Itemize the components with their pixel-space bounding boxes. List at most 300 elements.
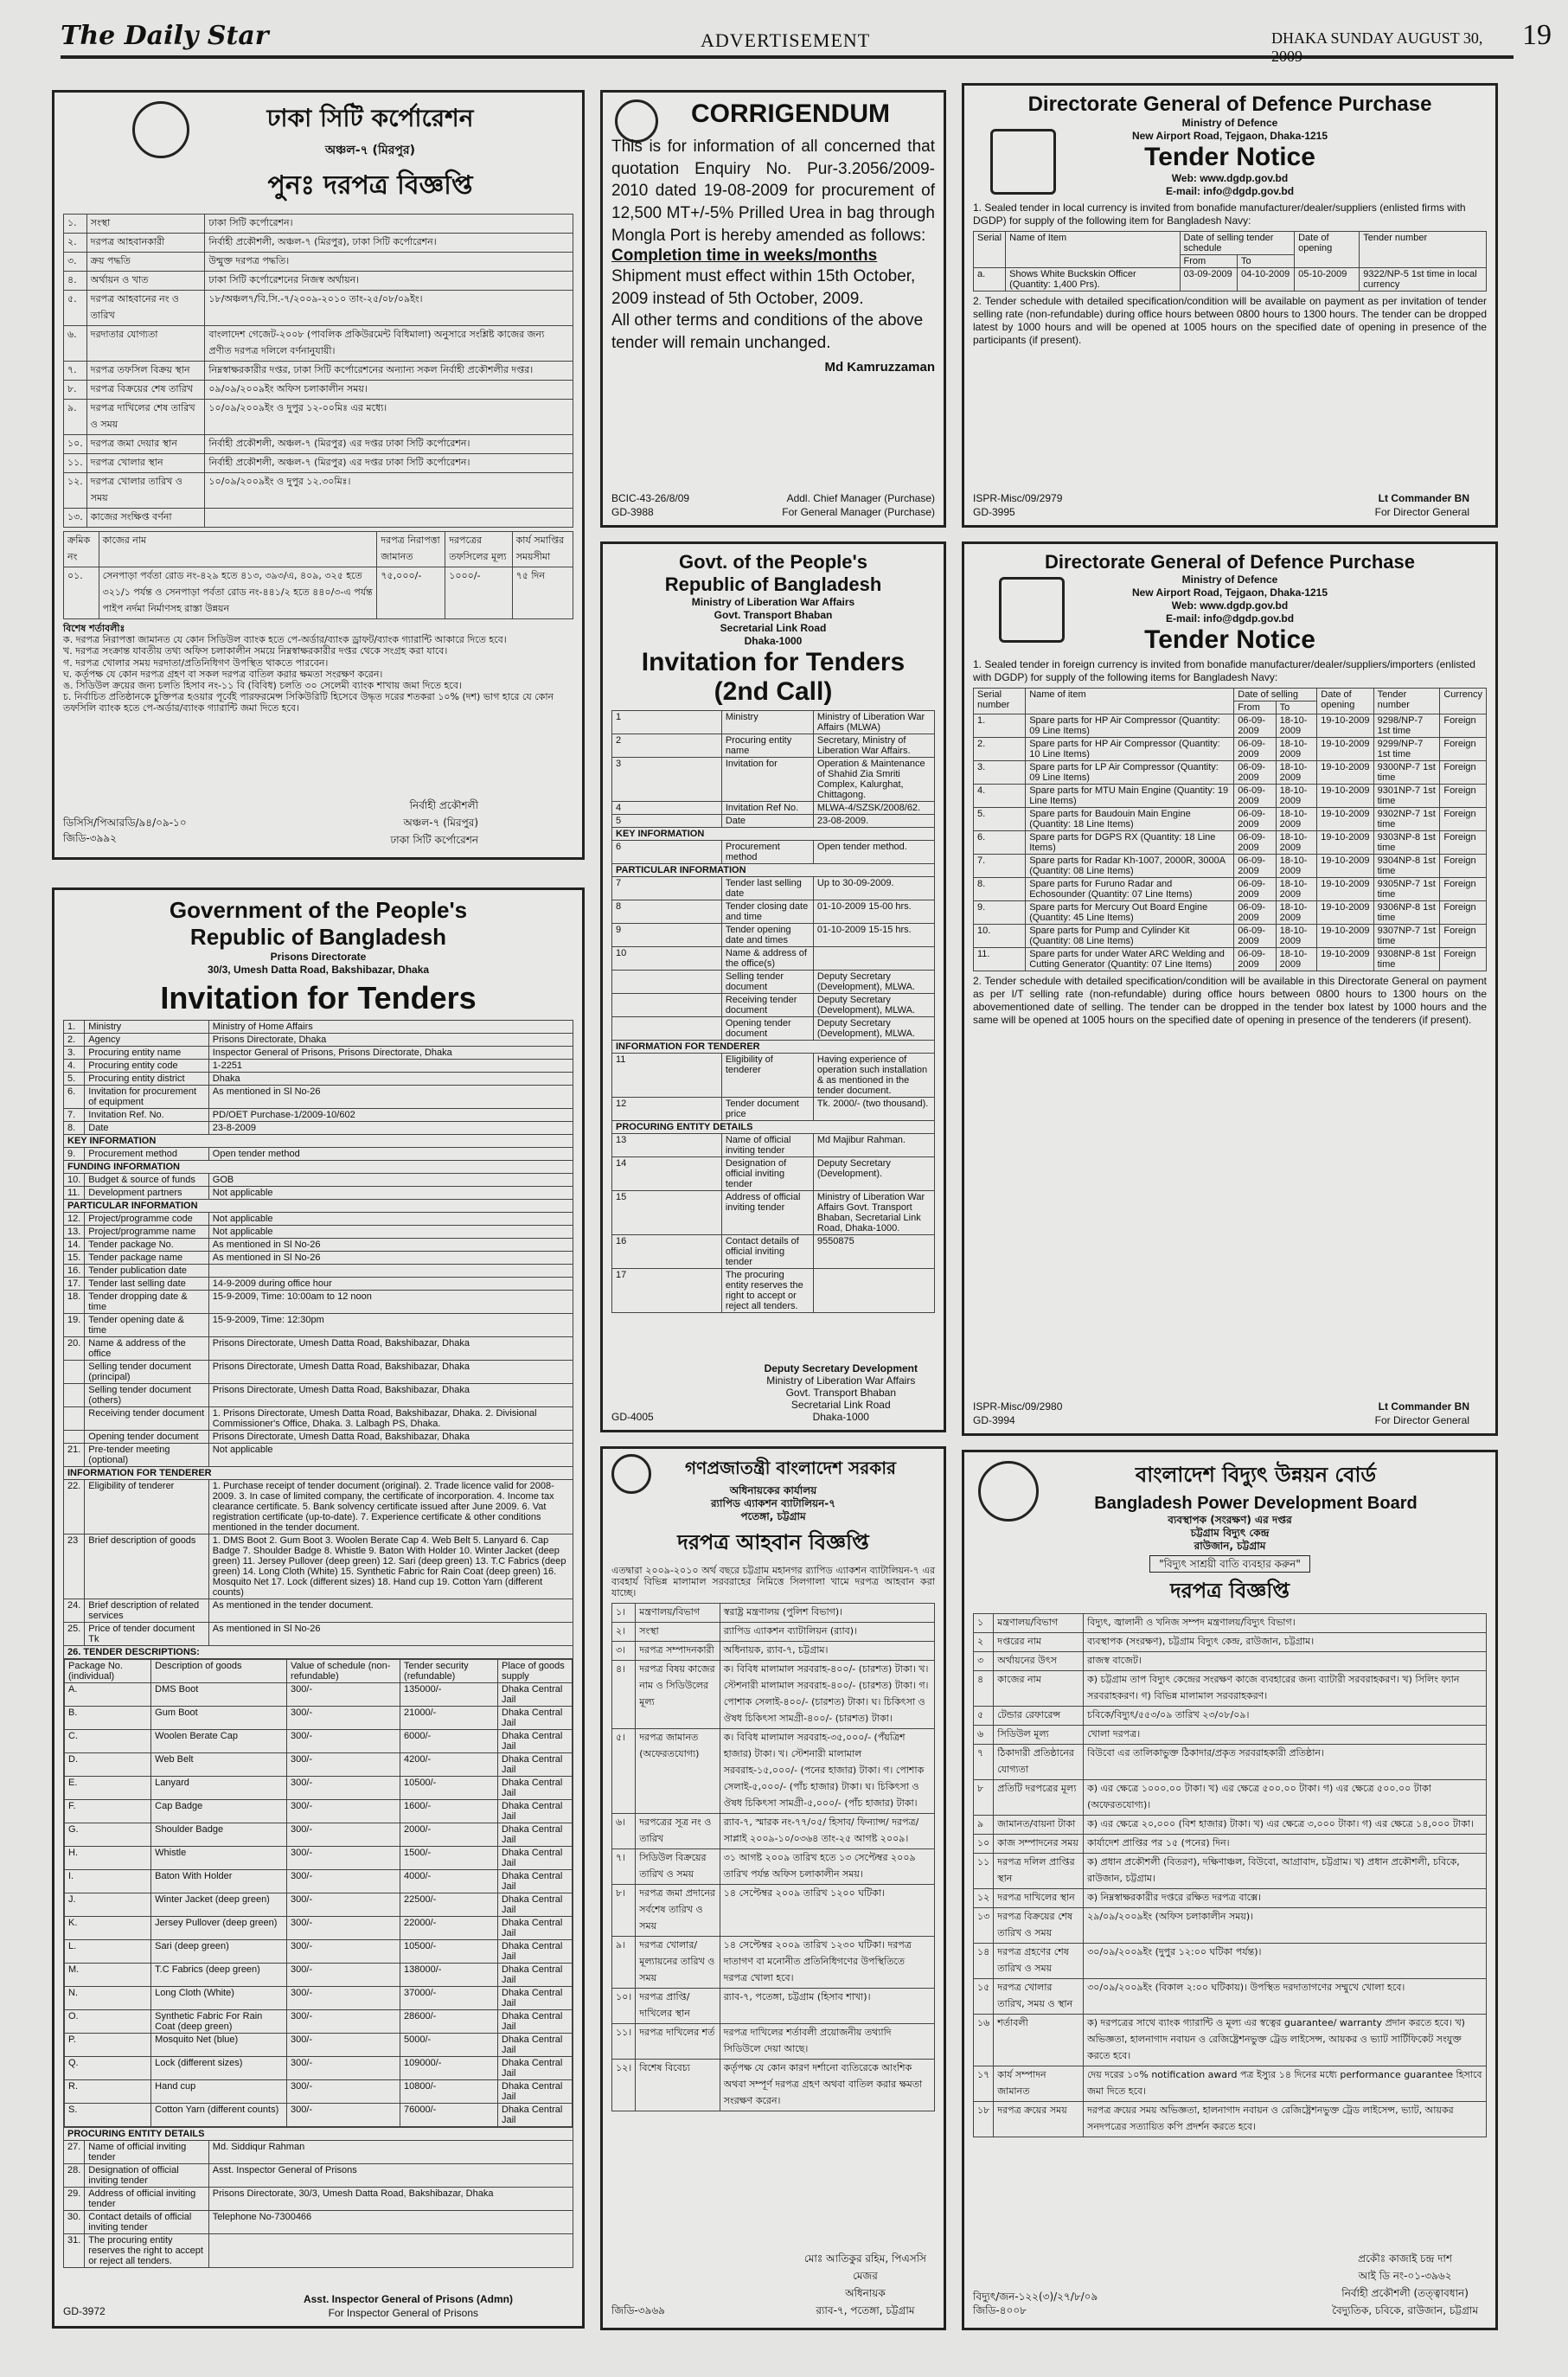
table-cell: দরপত্র ক্রয়ের সময়: [994, 2102, 1084, 2137]
table-cell: Brief description of related services: [85, 1599, 209, 1623]
table-cell: 9.: [64, 1148, 85, 1161]
column-header: Serial number: [974, 689, 1026, 714]
table-cell: 2.: [64, 1034, 85, 1047]
mlwa-building: Govt. Transport Bhaban: [714, 609, 833, 621]
table-cell: ১০/০৯/২০০৯ইং ও দুপুর ১২-০০মিঃ এর মধ্যে।: [205, 400, 573, 435]
table-cell: ১৮: [974, 2102, 994, 2137]
table-cell: ক) দরপত্রের সাথে ব্যাংক গ্যারান্টি ও মূল্য এর স্বত্বের guarantee/ warranty প্রদান করতে হবে। খ) অভিজ্ঞতা, হালনাগাদ নবায়ন ও রেজিষ্ট্রেশনভুক্ত ট্রেড লাইসেন্স, আয়কর ও ভ্যাট সার্টিফিকেট সংযুক্ত করতে হবে।: [1084, 2015, 1487, 2066]
table-cell: অর্থায়ন ও খাত: [86, 272, 205, 291]
table-cell: Foreign: [1440, 785, 1487, 808]
table-cell: 15-9-2009, Time: 12:30pm: [208, 1314, 573, 1337]
table-cell: Tender publication date: [85, 1265, 209, 1278]
table-cell: [208, 1265, 573, 1278]
table-cell: Foreign: [1440, 761, 1487, 785]
line: আই ডি নং-০১-৩৯৬২: [1358, 2270, 1452, 2282]
table-cell: সেনপাড়া পর্বতা রোড নং-৪২৯ হতে ৪১৩, ৩৯৩/এ, ৪০৯, ৩২৫ হতে ৩২১/১ পর্যন্ত ও সেনপাড়া পর্বতা রোড নং-৪৪১/২ হতে ৪৪০/৩-এ পর্যন্ত পাইপ নর্দমা নির্মাণসহ রাস্তা উন্নয়ন: [99, 567, 377, 619]
rab-info-table: [611, 1603, 935, 2111]
prisons-office: Prisons Directorate: [270, 951, 367, 963]
table-cell: ২: [974, 1633, 994, 1652]
table-cell: 300/-: [287, 1777, 400, 1800]
table-cell: Dhaka Central Jail: [498, 1893, 573, 1917]
table-cell: Long Cloth (White): [151, 1987, 287, 2010]
table-cell: Dhaka Central Jail: [498, 1847, 573, 1870]
section-heading: KEY INFORMATION: [612, 828, 935, 841]
table-cell: ১৫: [974, 1979, 994, 2015]
table-cell: Designation of official inviting tender: [721, 1157, 813, 1191]
column-header: দরপত্র নিরাপত্তা জামানত: [377, 532, 445, 567]
table-cell: [205, 509, 573, 528]
table-cell: Contact details of official inviting tender: [721, 1235, 813, 1269]
table-cell: ২.: [64, 234, 87, 253]
table-row: [64, 1226, 573, 1239]
table-cell: দরপত্রের সূত্র নং ও তারিখ: [636, 1813, 720, 1848]
table-cell: B.: [65, 1707, 151, 1730]
table-cell: 7: [612, 877, 722, 900]
table-cell: ৩০/০৯/২০০৯ইং (বিকাল ২:০০ ঘটিকায়)। উপস্থিত দরদাতাগণের সম্মুখে খোলা হবে।: [1084, 1979, 1487, 2015]
table-cell: 06-09-2009: [1234, 785, 1276, 808]
table-row: [64, 362, 573, 381]
section-heading: INFORMATION FOR TENDERER: [612, 1041, 935, 1054]
table-row: [612, 1134, 935, 1157]
table-cell: ১১: [974, 1854, 994, 1889]
table-cell: ১২: [974, 1889, 994, 1908]
table-row: [64, 234, 573, 253]
table-row: [612, 841, 935, 864]
table-cell: Up to 30-09-2009.: [813, 877, 934, 900]
table-cell: ২।: [612, 1622, 636, 1641]
dgdp1-items-table: [973, 231, 1487, 292]
table-row: [64, 1444, 573, 1467]
dcc-heading: পুনঃ দরপত্র বিজ্ঞপ্তি: [267, 170, 473, 201]
table-cell: 18.: [64, 1291, 85, 1314]
table-cell: অধিনায়ক, র‍্যাব-৭, চট্টগ্রাম।: [720, 1641, 934, 1660]
table-cell: দরপত্র দাখিলের স্থান: [994, 1889, 1084, 1908]
table-cell: Dhaka: [208, 1073, 573, 1086]
table-cell: Inspector General of Prisons, Prisons Directorate, Dhaka: [208, 1047, 573, 1060]
table-row: [612, 877, 935, 900]
table-cell: Spare parts for under Water ARC Welding and Cutting Generator (Quantity: 07 Line Items): [1026, 948, 1234, 971]
package-row: [65, 1893, 573, 1917]
table-cell: Name & address of the office(s): [721, 947, 813, 971]
package-row: [65, 2104, 573, 2127]
table-cell: 27.: [64, 2141, 85, 2164]
table-cell: Dhaka Central Jail: [498, 1707, 573, 1730]
table-cell: দরপত্র আহবানের নং ও তারিখ: [86, 291, 205, 326]
line: Govt. Transport Bhaban: [785, 1387, 896, 1399]
table-row: [612, 1848, 935, 1884]
table-cell: Tk. 2000/- (two thousand).: [813, 1098, 934, 1121]
table-cell: খোলা দরপত্র।: [1084, 1726, 1487, 1745]
table-cell: দরপত্র দাখিলের শেষ তারিখ ও সময়: [86, 400, 205, 435]
table-cell: [64, 1407, 85, 1431]
dcc-work-table: [63, 531, 573, 619]
table-row: [612, 1622, 935, 1641]
table-cell: র‍্যাপিড এ্যাকশন ব্যাটালিয়ন (র‍্যাব)।: [720, 1622, 934, 1641]
table-row: [974, 855, 1487, 878]
dcc-signature: [390, 798, 478, 850]
table-cell: Foreign: [1440, 808, 1487, 831]
table-cell: ৭: [974, 1745, 994, 1780]
table-cell: 18-10-2009: [1276, 925, 1317, 948]
table-cell: Procurement method: [721, 841, 813, 864]
table-cell: O.: [65, 2010, 151, 2034]
corrigendum-gd: GD-3988: [611, 506, 654, 518]
table-cell: 1.: [974, 714, 1026, 738]
table-cell: 04-10-2009: [1237, 268, 1294, 292]
table-cell: দরপত্র তফসিল বিক্রয় স্থান: [86, 362, 205, 381]
table-cell: 12.: [64, 1213, 85, 1226]
table-cell: দরপত্র বিষয় কাজের নাম ও সিডিউলের মূল্য: [636, 1660, 720, 1728]
table-cell: 20.: [64, 1337, 85, 1361]
table-cell: T.C Fabrics (deep green): [151, 1964, 287, 1987]
column-subheader: From: [1180, 255, 1237, 268]
dgdp2-address: New Airport Road, Tejgaon, Dhaka-1215: [1131, 586, 1328, 599]
dgdp2-items-table: [973, 688, 1487, 971]
table-cell: As mentioned in Sl No-26: [208, 1086, 573, 1109]
table-cell: 10.: [974, 925, 1026, 948]
table-cell: H.: [65, 1847, 151, 1870]
table-row: [64, 2211, 573, 2234]
bpdb-title-en: Bangladesh Power Development Board: [1094, 1494, 1418, 1513]
table-cell: 300/-: [287, 1987, 400, 2010]
bpdb-info-table: [973, 1613, 1487, 2137]
table-cell: ৭.: [64, 362, 87, 381]
table-cell: Prisons Directorate, Umesh Datta Road, Bakshibazar, Dhaka: [208, 1431, 573, 1444]
table-row: [64, 253, 573, 272]
table-cell: 19-10-2009: [1317, 925, 1373, 948]
table-cell: [813, 1269, 934, 1313]
table-cell: Open tender method.: [813, 841, 934, 864]
dgdp1-sig-rank: Lt Commander BN: [1378, 492, 1469, 504]
table-cell: Dhaka Central Jail: [498, 1940, 573, 1964]
dgdp2-sig-rank: Lt Commander BN: [1378, 1400, 1469, 1413]
table-cell: 17.: [64, 1278, 85, 1291]
table-cell: I.: [65, 1870, 151, 1893]
table-cell: 9308NP-8 1st time: [1373, 948, 1440, 971]
column-header: Place of goods supply: [498, 1660, 573, 1683]
table-row: [974, 1780, 1487, 1816]
table-cell: Cotton Yarn (different counts): [151, 2104, 287, 2127]
dateline: DHAKA SUNDAY AUGUST 30, 2009: [1271, 29, 1483, 65]
table-cell: কাজের সংক্ষিপ্ত বর্ণনা: [86, 509, 205, 528]
table-cell: Spare parts for HP Air Compressor (Quantity: 10 Line Items): [1026, 738, 1234, 761]
table-cell: Pre-tender meeting (optional): [85, 1444, 209, 1467]
section-row: [612, 828, 935, 841]
table-cell: 300/-: [287, 1683, 400, 1707]
table-cell: ০৯/০৯/২০০৯ইং অফিস চলাকালীন সময়।: [205, 381, 573, 400]
table-cell: Tender last selling date: [721, 877, 813, 900]
table-row: [64, 1086, 573, 1109]
corrigendum-ad: [600, 90, 946, 528]
table-cell: 4.: [974, 785, 1026, 808]
table-row: [974, 738, 1487, 761]
table-cell: Winter Jacket (deep green): [151, 1893, 287, 1917]
table-cell: Name of official inviting tender: [721, 1134, 813, 1157]
table-cell: 138000/-: [400, 1964, 498, 1987]
table-cell: 19.: [64, 1314, 85, 1337]
table-row: [974, 2066, 1487, 2102]
rab-unit: র‍্যাপিড এ্যাকশন ব্যাটালিয়ন-৭: [710, 1497, 836, 1509]
table-row: [612, 1098, 935, 1121]
table-cell: Md. Siddiqur Rahman: [208, 2141, 573, 2164]
table-cell: ক) নিম্নস্বাক্ষরকারীর দপ্তরে রক্ষিত দরপত্র বাক্সে।: [1084, 1889, 1487, 1908]
table-cell: ৫: [974, 1707, 994, 1726]
line: চ. নির্বাচিত প্রতিষ্ঠানকে চুক্তিপত্র হওয়ার পূর্বেই পারফরমেন্স সিকিউরিটি হিসেবে উদ্ধৃত দরের শতকরা ১০% (দশ) ভাগ হারে যে কোন তফসিলি ব্যাংক হতে পে-অর্ডার/ব্যাংক গ্যারান্টি জমা দিতে হবে।: [63, 691, 554, 714]
mlwa-call: (2nd Call): [714, 677, 833, 706]
table-cell: Dhaka Central Jail: [498, 1870, 573, 1893]
table-cell: 1. Purchase receipt of tender document (original). 2. Trade licence valid for 2008-2009. 3. In case of limited company, the certificate of incorporation. 4. Income tax clearance certificate. 5. Bank solvency certificate issued after June 2009. 6. Vat registration certificate (up-to-date). 7. Experience certificate & other conditions mentioned in the tender document.: [208, 1480, 573, 1534]
table-cell: F.: [65, 1800, 151, 1823]
table-cell: Deputy Secretary (Development), MLWA.: [813, 1017, 934, 1041]
dgdp1-ispr: ISPR-Misc/09/2979: [973, 492, 1063, 504]
table-cell: ১.: [64, 215, 87, 234]
table-cell: 10500/-: [400, 1777, 498, 1800]
table-cell: 8.: [64, 1122, 85, 1135]
table-row: [612, 1235, 935, 1269]
dgdp-logo-icon: [999, 577, 1065, 643]
table-row: [64, 1047, 573, 1060]
table-cell: ৩।: [612, 1641, 636, 1660]
table-cell: দরপত্র দাখিলের শর্তাবলী প্রয়োজনীয় তথ্যাদি সিডিউলে দেয়া আছে।: [720, 2023, 934, 2059]
table-cell: 5000/-: [400, 2034, 498, 2057]
table-row: [64, 454, 573, 473]
table-cell: Sari (deep green): [151, 1940, 287, 1964]
table-cell: 4200/-: [400, 1753, 498, 1777]
table-row: [612, 1054, 935, 1098]
table-row: [64, 1174, 573, 1187]
column-header: Date of selling tender schedule: [1180, 232, 1295, 255]
table-cell: Shoulder Badge: [151, 1823, 287, 1847]
page-number: 19: [1522, 19, 1552, 51]
table-cell: Dhaka Central Jail: [498, 2080, 573, 2104]
table-row: [612, 1988, 935, 2023]
table-cell: ১৪ সেপ্টেম্বর ২০০৯ তারিখ ১২৩০ ঘটিকা। দরপত্র দাতাগণ বা মনোনীত প্রতিনিধিগণের উপস্থিতিতে দরপত্র খোলা হবে।: [720, 1936, 934, 1988]
masthead: The Daily Star: [61, 21, 269, 51]
table-cell: 9550875: [813, 1235, 934, 1269]
table-cell: Tender dropping date & time: [85, 1291, 209, 1314]
table-cell: Mosquito Net (blue): [151, 2034, 287, 2057]
table-cell: 10500/-: [400, 1940, 498, 1964]
table-cell: 06-09-2009: [1234, 808, 1276, 831]
table-row: [612, 900, 935, 924]
table-cell: 9302NP-7 1st time: [1373, 808, 1440, 831]
table-row: [64, 509, 573, 528]
table-cell: 8.: [974, 878, 1026, 901]
table-row: [612, 1017, 935, 1041]
table-cell: রাজস্ব বাজেট।: [1084, 1652, 1487, 1671]
table-row: [64, 1623, 573, 1646]
table-cell: Ministry of Home Affairs: [208, 1021, 573, 1034]
table-row: [64, 1265, 573, 1278]
dgdp1-intro: 1. Sealed tender in local currency is invited from bonafide manufacturer/dealer/suppliers (enlisted firms with DGDP) for supply of the following item for Bangladesh Navy:: [973, 202, 1466, 227]
table-cell: 01-10-2009 15-00 hrs.: [813, 900, 934, 924]
table-cell: R.: [65, 2080, 151, 2104]
package-row: [65, 1870, 573, 1893]
table-cell: দরপত্র জমা প্রদানের সর্বশেষ তারিখ ও সময়: [636, 1884, 720, 1936]
table-cell: 18-10-2009: [1276, 878, 1317, 901]
rab-emblem-icon: [611, 1454, 651, 1494]
table-cell: দরপত্র খোলার স্থান: [86, 454, 205, 473]
table-cell: ৭৫ দিন: [512, 567, 573, 619]
table-cell: Lanyard: [151, 1777, 287, 1800]
table-cell: Project/programme code: [85, 1213, 209, 1226]
table-cell: 19-10-2009: [1317, 785, 1373, 808]
table-cell: Brief description of goods: [85, 1534, 209, 1599]
table-cell: Selling tender document: [721, 971, 813, 994]
table-cell: Foreign: [1440, 714, 1487, 738]
table-cell: N.: [65, 1987, 151, 2010]
dcc-notes-label: বিশেষ শর্তাবলীঃ: [63, 623, 125, 634]
table-cell: Spare parts for LP Air Compressor (Quantity: 09 Line Items): [1026, 761, 1234, 785]
table-cell: As mentioned in Sl No-26: [208, 1239, 573, 1252]
table-cell: 3.: [64, 1047, 85, 1060]
table-cell: Opening tender document: [721, 1017, 813, 1041]
table-cell: Tender closing date and time: [721, 900, 813, 924]
line: নির্বাহী প্রকৌশলী: [409, 799, 478, 811]
table-cell: Foreign: [1440, 855, 1487, 878]
column-subheader: From: [1234, 702, 1276, 714]
table-cell: ১২।: [612, 2059, 636, 2111]
table-cell: ১১।: [612, 2023, 636, 2059]
table-cell: কর্তৃপক্ষ যে কোন কারণ দর্শানো ব্যতিরেকে আংশিক অথবা সম্পূর্ণ দরপত্র গ্রহণ অথবা বাতিল করার ক্ষমতা সংরক্ষণ করেন।: [720, 2059, 934, 2111]
table-cell: ৩১ আগষ্ট ২০০৯ তারিখ হতে ১৩ সেপ্টেম্বর ২০০৯ তারিখ পর্যন্ত অফিস চলাকালীন সময়।: [720, 1848, 934, 1884]
table-cell: দরপত্র খোলার তারিখ, সময় ও স্থান: [994, 1979, 1084, 2015]
bpdb-location: রাউজান, চট্টগ্রাম: [1194, 1540, 1266, 1552]
table-cell: 9299/NP-7 1st time: [1373, 738, 1440, 761]
table-cell: কার্যাদেশ প্রাপ্তির পর ১৫ (পনের) দিন।: [1084, 1835, 1487, 1854]
table-cell: 19-10-2009: [1317, 761, 1373, 785]
table-cell: 6.: [974, 831, 1026, 855]
table-cell: বাংলাদেশ গেজেট-২০০৮ (পাবলিক প্রকিউরমেন্ট বিধিমালা) অনুসারে সংশ্লিষ্ট কাজের জন্য প্রণীত দরপত্র দলিলে বর্ণনানুযায়ী।: [205, 326, 573, 362]
column-header: কার্য সমাপ্তির সময়সীমা: [512, 532, 573, 567]
table-cell: 9305NP-7 1st time: [1373, 878, 1440, 901]
table-cell: দরপত্র জামানত (অফেরতযোগ্য): [636, 1728, 720, 1813]
line: মোঃ আতিকুর রহিম, পিএসসি: [803, 2252, 926, 2265]
package-row: [65, 2057, 573, 2080]
table-cell: ৮.: [64, 381, 87, 400]
table-cell: 06-09-2009: [1234, 878, 1276, 901]
bpdb-heading: দরপত্র বিজ্ঞপ্তি: [1170, 1579, 1290, 1603]
table-cell: 2: [612, 734, 722, 758]
table-cell: র‍্যাব-৭, পতেঙ্গা, চট্টগ্রাম (হিসাব শাখা)।: [720, 1988, 934, 2023]
prisons-sig-desig: Asst. Inspector General of Prisons (Admn): [303, 2293, 513, 2305]
table-row: [64, 1109, 573, 1122]
table-cell: সংস্থা: [86, 215, 205, 234]
table-cell: চবিকে/বিদ্যুৎ/৫৫৩/০৯ তারিখ ২৩/০৮/০৯।: [1084, 1707, 1487, 1726]
table-cell: ০১.: [64, 567, 99, 619]
column-header: Tender number: [1360, 232, 1487, 268]
table-cell: K.: [65, 1917, 151, 1940]
table-cell: Cap Badge: [151, 1800, 287, 1823]
section-heading: KEY INFORMATION: [64, 1135, 573, 1148]
mlwa-gov-line2: Republic of Bangladesh: [664, 573, 882, 595]
table-cell: 300/-: [287, 1893, 400, 1917]
table-cell: Ministry: [85, 1021, 209, 1034]
section-row: [64, 1467, 573, 1480]
table-row: [974, 1889, 1487, 1908]
table-cell: 06-09-2009: [1234, 714, 1276, 738]
section-row: [64, 1200, 573, 1213]
table-cell: 10: [612, 947, 722, 971]
table-row: [64, 2164, 573, 2188]
table-cell: ৭।: [612, 1848, 636, 1884]
table-cell: 29.: [64, 2188, 85, 2211]
table-row: [64, 1291, 573, 1314]
corrigendum-body: This is for information of all concerned that quotation Enquiry No. Pur-3.2056/2009-2010 dated 19-08-2009 for procurement of 12,500 MT+/-5% Prilled Urea in bag through Mongla Port is hereby amended as follows:: [611, 138, 935, 245]
dcc-notes: [63, 634, 573, 714]
table-cell: ৪।: [612, 1660, 636, 1728]
section-heading: PARTICULAR INFORMATION: [612, 864, 935, 877]
package-row: [65, 1964, 573, 1987]
table-cell: 300/-: [287, 2080, 400, 2104]
table-cell: ১০: [974, 1835, 994, 1854]
table-cell: Address of official inviting tender: [721, 1191, 813, 1235]
table-cell: ঢাকা সিটি কর্পোরেশনের নিজস্ব অর্থায়ন।: [205, 272, 573, 291]
section-heading: FUNDING INFORMATION: [64, 1161, 573, 1174]
table-cell: ব্যবস্থাপক (সংরক্ষণ), চট্টগ্রাম বিদ্যুৎ কেন্দ্র, রাউজান, চট্টগ্রাম।: [1084, 1633, 1487, 1652]
table-cell: ১৩.: [64, 509, 87, 528]
table-cell: 19-10-2009: [1317, 855, 1373, 878]
table-cell: 5: [612, 815, 722, 828]
section-row: [64, 2128, 573, 2141]
table-cell: 1.: [64, 1021, 85, 1034]
package-row: [65, 1777, 573, 1800]
table-row: [974, 1908, 1487, 1944]
table-cell: Procuring entity district: [85, 1073, 209, 1086]
table-cell: 19-10-2009: [1317, 901, 1373, 925]
table-cell: ১৪ সেপ্টেম্বর ২০০৯ তারিখ ১২০০ ঘটিকা।: [720, 1884, 934, 1936]
package-row: [65, 1847, 573, 1870]
table-cell: 24.: [64, 1599, 85, 1623]
table-cell: 1-2251: [208, 1060, 573, 1073]
table-cell: C.: [65, 1730, 151, 1753]
table-cell: 06-09-2009: [1234, 948, 1276, 971]
table-cell: ৬।: [612, 1813, 636, 1848]
table-cell: Hand cup: [151, 2080, 287, 2104]
table-cell: J.: [65, 1893, 151, 1917]
table-cell: ১৬: [974, 2015, 994, 2066]
prisons-info-table: [63, 1020, 573, 2268]
table-row: [974, 1854, 1487, 1889]
line: খ. দরপত্র সংক্রান্ত যাবতীয় তথ্য অফিস চলাকালীন সময়ে নিম্নস্বাক্ষরকারীর দপ্তর থেকে সংগ্রহ করা যাবে।: [63, 645, 448, 657]
table-row: [64, 1213, 573, 1226]
table-cell: Dhaka Central Jail: [498, 1730, 573, 1753]
rab-gd: জিডি-৩৯৬৯: [611, 2304, 665, 2316]
table-cell: Lock (different sizes): [151, 2057, 287, 2080]
table-cell: Prisons Directorate, Umesh Datta Road, Bakshibazar, Dhaka: [208, 1337, 573, 1361]
table-cell: Spare parts for HP Air Compressor (Quantity: 09 Line Items): [1026, 714, 1234, 738]
line: অঞ্চল-৭ (মিরপুর): [403, 817, 478, 829]
line: Secretarial Link Road: [790, 1399, 891, 1411]
table-cell: 17: [612, 1269, 722, 1313]
table-row: [64, 1407, 573, 1431]
table-row: [64, 1239, 573, 1252]
table-cell: Deputy Secretary (Development).: [813, 1157, 934, 1191]
table-cell: Woolen Berate Cap: [151, 1730, 287, 1753]
table-cell: 300/-: [287, 1964, 400, 1987]
table-row: [974, 714, 1487, 738]
line: র‍্যাব-৭, পতেঙ্গা, চট্টগ্রাম: [816, 2304, 915, 2316]
corrigendum-title: CORRIGENDUM: [691, 99, 890, 128]
table-cell: Agency: [85, 1034, 209, 1047]
table-row: [64, 435, 573, 454]
table-cell: Project/programme name: [85, 1226, 209, 1239]
prisons-title: Invitation for Tenders: [160, 980, 477, 1016]
column-header: Serial: [974, 232, 1006, 268]
dgdp1-email: E-mail: info@dgdp.gov.bd: [1165, 185, 1295, 197]
package-row: [65, 2034, 573, 2057]
rab-intro: এতদ্বারা ২০০৯-২০১০ অর্থ বছরে চট্টগ্রাম মহানগর র‍্যাপিড এ্যাকশন ব্যাটালিয়ন-৭ এর ব্যবহার্য বিভিন্ন মালামাল সরবরাহের নিমিত্তে সিলগালা খামে দরপত্র আহবান করা যাচ্ছে।: [611, 1565, 935, 1599]
